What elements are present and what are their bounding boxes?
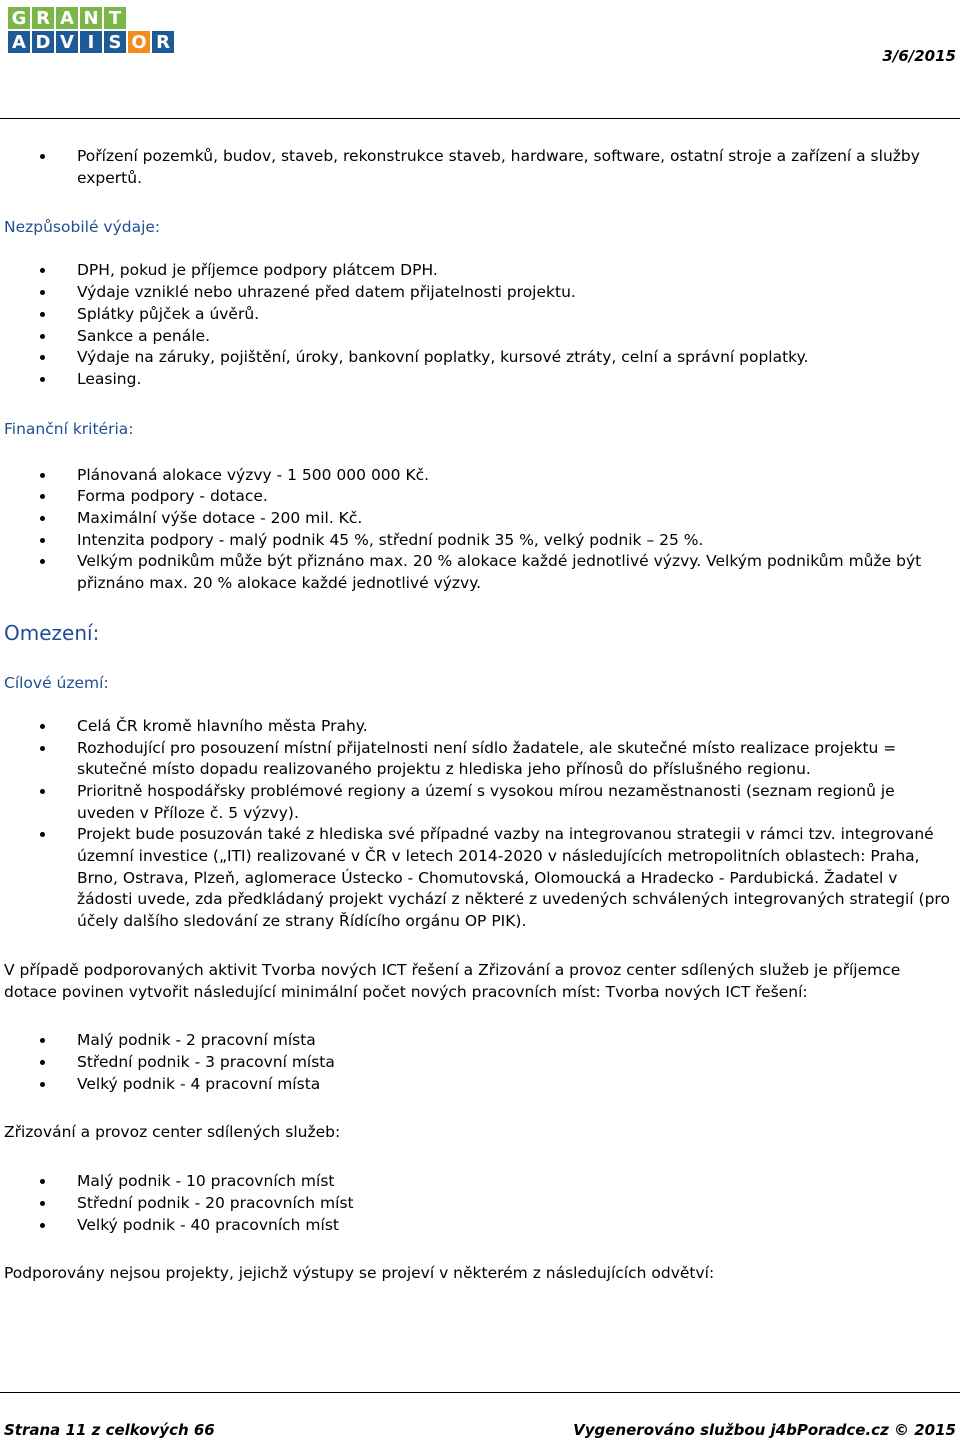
restrictions-heading: Omezení: — [4, 620, 100, 645]
logo-letter: A — [56, 7, 78, 29]
logo-letter: N — [80, 7, 102, 29]
list-item: Projekt bude posuzován také z hlediska své případné vazby na integrovanou strategii v rámci tzv. integrované územní investice („ITI) realizované v ČR v letech 2014-2020 v následujících metropolitních oblastech: Praha, Brno, Ostrava, Plzeň, aglomerace Ústecko - Chomutovská, Olomoucká a Hradecko - Pardubická. Žadatel v žádosti uvede, zda předkládaný projekt vychází z některé z uvedených schválených integrovaných strategií (pro účely dalšího sledování ze strany Řídícího orgánu OP PIK). — [4, 824, 956, 933]
target-area-list — [4, 716, 956, 933]
list-item: Sankce a penále. — [4, 326, 956, 348]
list-item: Splátky půjček a úvěrů. — [4, 304, 956, 326]
logo-letter: A — [8, 31, 30, 53]
list-item: Intenzita podpory - malý podnik 45 %, střední podnik 35 %, velký podnik – 25 %. — [4, 530, 956, 552]
ict-jobs-list — [4, 1030, 956, 1095]
logo-letter: G — [8, 7, 30, 29]
list-item: Velký podnik - 4 pracovní místa — [4, 1074, 956, 1096]
logo-letter: R — [32, 7, 54, 29]
logo-letter: T — [104, 7, 126, 29]
document-date: 3/6/2015 — [882, 47, 956, 65]
logo-row-advisor — [8, 31, 174, 53]
eligible-expenses-list — [4, 146, 956, 189]
logo-letter: I — [80, 31, 102, 53]
list-item: Střední podnik - 20 pracovních míst — [4, 1193, 956, 1215]
list-item: DPH, pokud je příjemce podpory plátcem DPH. — [4, 260, 956, 282]
list-item: Velký podnik - 40 pracovních míst — [4, 1215, 956, 1237]
logo-row-grant — [8, 7, 174, 29]
page-footer — [4, 1421, 956, 1439]
target-area-heading: Cílové území: — [4, 673, 109, 692]
ineligible-expenses-heading: Nezpůsobilé výdaje: — [4, 218, 161, 237]
logo-letter: V — [56, 31, 78, 53]
list-item: Leasing. — [4, 369, 956, 391]
footer-divider — [0, 1392, 960, 1393]
header-divider — [0, 118, 960, 119]
financial-criteria-list — [4, 465, 956, 595]
page-header — [0, 0, 960, 118]
document-body — [4, 146, 956, 1285]
list-item: Výdaje na záruky, pojištění, úroky, bankovní poplatky, kursové ztráty, celní a správní poplatky. — [4, 347, 956, 369]
generated-by: Vygenerováno službou j4bPoradce.cz © 2015 — [573, 1421, 956, 1439]
page-number: Strana 11 z celkových 66 — [4, 1421, 215, 1439]
logo-letter: R — [152, 31, 174, 53]
list-item: Střední podnik - 3 pracovní místa — [4, 1052, 956, 1074]
list-item: Plánovaná alokace výzvy - 1 500 000 000 Kč. — [4, 465, 956, 487]
list-item: Velkým podnikům může být přiznáno max. 20 % alokace každé jednotlivé výzvy. Velkým podnikům může být přiznáno max. 20 % alokace každé jednotlivé výzvy. — [4, 551, 956, 594]
logo-letter: D — [32, 31, 54, 53]
shared-services-jobs-list — [4, 1171, 956, 1236]
list-item: Forma podpory - dotace. — [4, 486, 956, 508]
list-item: Malý podnik - 10 pracovních míst — [4, 1171, 956, 1193]
logo-letter: O — [128, 31, 150, 53]
list-item: Celá ČR kromě hlavního města Prahy. — [4, 716, 956, 738]
list-item: Prioritně hospodářsky problémové regiony a území s vysokou mírou nezaměstnanosti (seznam regionů je uveden v Příloze č. 5 výzvy). — [4, 781, 956, 824]
financial-criteria-heading: Finanční kritéria: — [4, 419, 134, 438]
logo-letter: S — [104, 31, 126, 53]
list-item: Rozhodující pro posouzení místní přijatelnosti není sídlo žadatele, ale skutečné místo realizace projektu = skutečné místo dopadu realizovaného projektu z hlediska jeho přínosů do příslušného regionu. — [4, 738, 956, 781]
shared-services-paragraph: Zřizování a provoz center sdílených služeb: — [4, 1123, 341, 1142]
list-item: Pořízení pozemků, budov, staveb, rekonstrukce staveb, hardware, software, ostatní stroje a zařízení a služby expertů. — [4, 146, 956, 189]
ineligible-expenses-list — [4, 260, 956, 390]
list-item: Výdaje vzniklé nebo uhrazené před datem přijatelnosti projektu. — [4, 282, 956, 304]
unsupported-sectors-paragraph: Podporovány nejsou projekty, jejichž výstupy se projeví v některém z následujících odvětví: — [4, 1264, 715, 1283]
jobs-requirement-paragraph: V případě podporovaných aktivit Tvorba nových ICT řešení a Zřizování a provoz center sdílených služeb je příjemce dotace povinen vytvořit následující minimální počet nových pracovních míst: Tvorba nových ICT řešení: — [4, 960, 901, 1001]
grant-advisor-logo — [8, 7, 174, 55]
list-item: Maximální výše dotace - 200 mil. Kč. — [4, 508, 956, 530]
list-item: Malý podnik - 2 pracovní místa — [4, 1030, 956, 1052]
